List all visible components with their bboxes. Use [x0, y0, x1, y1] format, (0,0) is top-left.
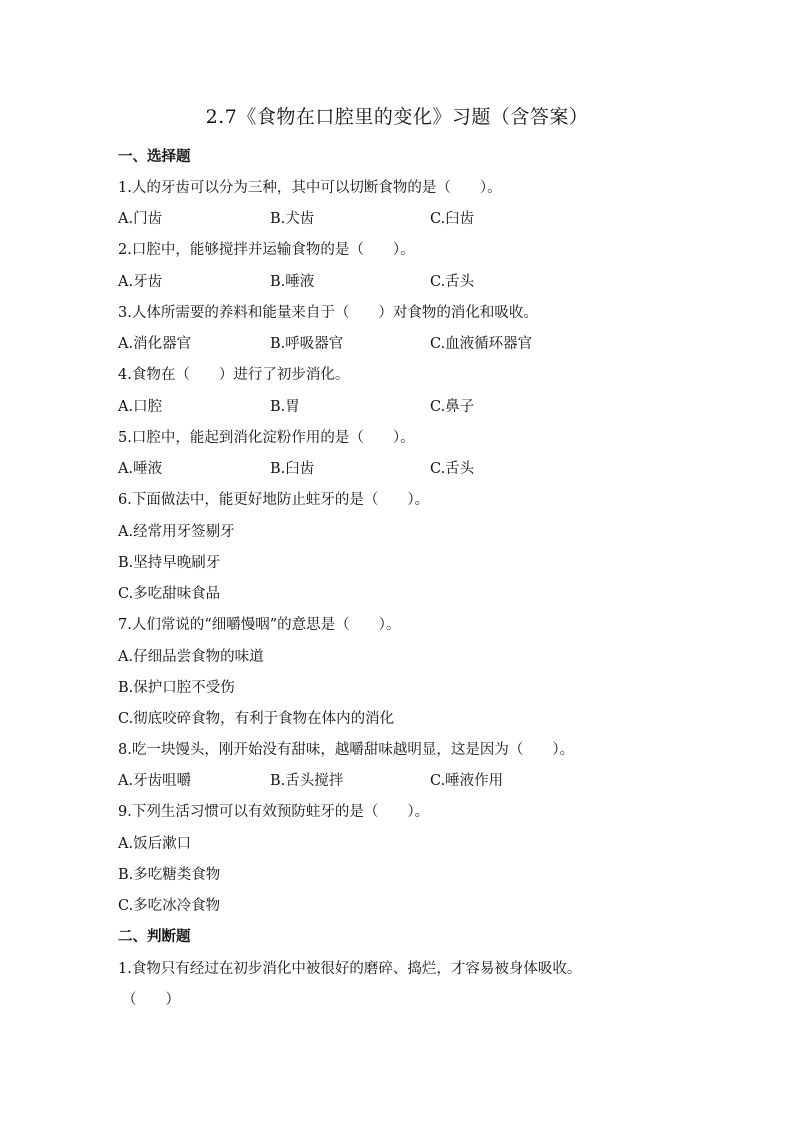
option-a: A.消化器官	[118, 336, 192, 352]
question-5-options	[118, 457, 678, 477]
option-c: C.臼齿	[430, 211, 475, 227]
question-9: 9.下列生活习惯可以有效预防蛀牙的是（ ）。	[118, 804, 430, 820]
option-b: B.犬齿	[270, 211, 315, 227]
option-b: B.呼吸器官	[270, 336, 344, 352]
question-8: 8.吃一块馒头，刚开始没有甜味，越嚼甜味越明显，这是因为（ ）。	[118, 742, 575, 758]
question-2: 2.口腔中，能够搅拌并运输食物的是（ ）。	[118, 242, 415, 258]
option-c: C.唾液作用	[430, 773, 504, 789]
question-6-option-a: A.经常用牙签剔牙	[118, 524, 235, 540]
question-6-option-b: B.坚持早晚刷牙	[118, 555, 221, 571]
option-b: B.胃	[270, 399, 300, 415]
option-a: A.唾液	[118, 461, 163, 477]
question-9-option-c: C.多吃冰冷食物	[118, 898, 221, 914]
section-heading-choice: 一、选择题	[118, 149, 191, 165]
question-5: 5.口腔中，能起到消化淀粉作用的是（ ）。	[118, 430, 415, 446]
option-b: B.舌头搅拌	[270, 773, 344, 789]
option-c: C.舌头	[430, 461, 475, 477]
question-1-options	[118, 207, 678, 227]
question-4-options	[118, 395, 678, 415]
judgment-1: 1.食物只有经过在初步消化中被很好的磨碎、捣烂，才容易被身体吸收。	[118, 961, 582, 977]
question-9-option-b: B.多吃糖类食物	[118, 867, 221, 883]
option-a: A.牙齿	[118, 274, 163, 290]
option-c: C.鼻子	[430, 399, 475, 415]
section-heading-judgment: 二、判断题	[118, 929, 191, 945]
option-a: A.牙齿咀嚼	[118, 773, 192, 789]
judgment-1-blank: （ ）	[122, 992, 180, 1008]
question-7-option-c: C.彻底咬碎食物，有利于食物在体内的消化	[118, 711, 395, 727]
document-title: 2.7《食物在口腔里的变化》习题（含答案）	[205, 106, 589, 128]
question-6-option-c: C.多吃甜味食品	[118, 586, 221, 602]
question-2-options	[118, 270, 678, 290]
question-7-option-a: A.仔细品尝食物的味道	[118, 649, 264, 665]
question-6: 6.下面做法中，能更好地防止蛀牙的是（ ）。	[118, 492, 430, 508]
question-1: 1.人的牙齿可以分为三种，其中可以切断食物的是（ ）。	[118, 180, 502, 196]
question-4: 4.食物在（ ）进行了初步消化。	[118, 367, 350, 383]
question-7: 7.人们常说的“细嚼慢咽”的意思是（ ）。	[118, 617, 401, 633]
option-a: A.门齿	[118, 211, 163, 227]
question-9-option-a: A.饭后漱口	[118, 836, 192, 852]
option-b: B.唾液	[270, 274, 315, 290]
option-c: C.舌头	[430, 274, 475, 290]
question-8-options	[118, 769, 678, 789]
question-3: 3.人体所需要的养料和能量来自于（ ）对食物的消化和吸收。	[118, 305, 538, 321]
option-a: A.口腔	[118, 399, 163, 415]
question-7-option-b: B.保护口腔不受伤	[118, 680, 235, 696]
question-3-options	[118, 332, 678, 352]
option-c: C.血液循环器官	[430, 336, 533, 352]
option-b: B.臼齿	[270, 461, 315, 477]
